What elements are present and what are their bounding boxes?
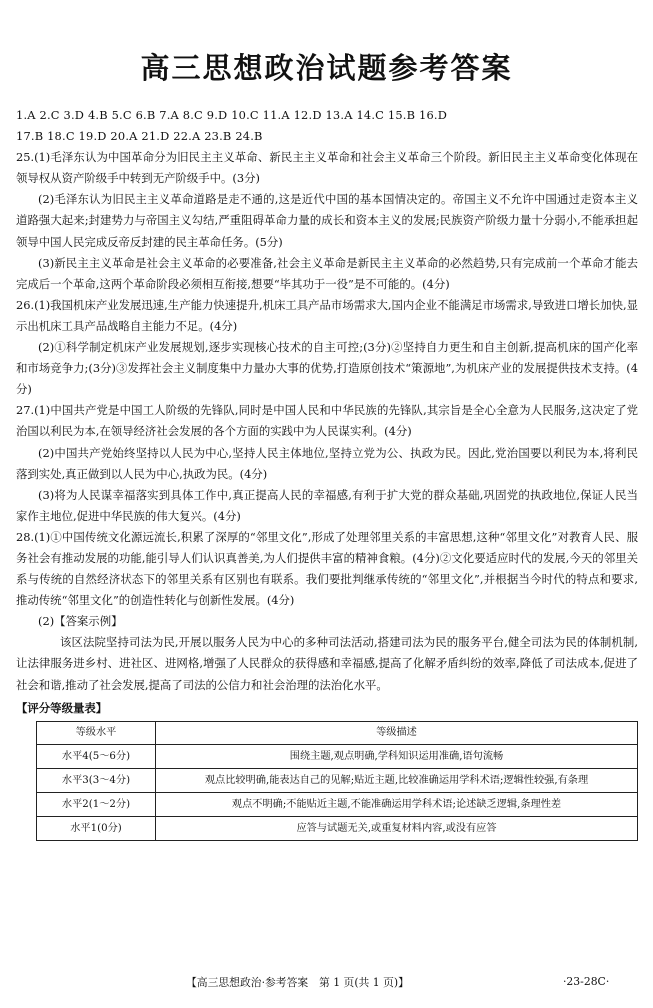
page-title: 高三思想政治试题参考答案	[140, 51, 513, 85]
q25-part1: 25.(1)毛泽东认为中国革命分为旧民主主义革命、新民主主义革命和社会主义革命三个阶段。新旧民主主义革命变化体现在领导权从资产阶级手中转到无产阶级手中。(3分)	[16, 150, 638, 186]
q28-part2-label: (2)【答案示例】	[38, 614, 123, 629]
level-cell: 水平1(0分)	[37, 816, 156, 840]
choice-answers-line-2: 17.B 18.C 19.D 20.A 21.D 22.A 23.B 24.B	[16, 129, 263, 144]
q25-part3: (3)新民主主义革命是社会主义革命的必要准备,社会主义革命是新民主主义革命的必然趋势,只有完成前一个革命才能去完成后一个革命,这两个革命阶段必须相互衔接,想要“毕其功于一役”是不可能的。(4分)	[16, 255, 638, 291]
question-26	[16, 295, 638, 400]
description-cell: 应答与试题无关,或重复材料内容,或没有应答	[156, 816, 638, 840]
q25-part2: (2)毛泽东认为旧民主主义革命道路是走不通的,这是近代中国的基本国情决定的。帝国主义不允许中国通过走资本主义道路强大起来;封建势力与帝国主义勾结,严重阻碍革命力量的成长和资本主义的发展;民族资产阶级力量十分弱小,不能承担起领导中国人民完成反帝反封建的民主革命任务。(5分)	[16, 192, 638, 249]
q27-part3: (3)将为人民谋幸福落实到具体工作中,真正提高人民的幸福感,有利于扩大党的群众基础,巩固党的执政地位,保证人民当家作主地位,促进中华民族的伟大复兴。(4分)	[16, 487, 638, 523]
description-cell: 观点比较明确,能表达自己的见解;贴近主题,比较准确运用学科术语;逻辑性较强,有条理	[156, 768, 638, 792]
table-row	[37, 744, 638, 768]
grading-table-caption: 【评分等级量表】	[16, 700, 108, 715]
answer-content	[16, 105, 638, 841]
table-row	[37, 768, 638, 792]
question-25	[16, 147, 638, 295]
table-header-level: 等级水平	[37, 721, 156, 744]
level-cell: 水平4(5～6分)	[37, 744, 156, 768]
q27-part2: (2)中国共产党始终坚持以人民为中心,坚持人民主体地位,坚持立党为公、执政为民。因此,党治国要以利民为本,将利民落到实处,真正做到以人民为中心,执政为民。(4分)	[16, 445, 638, 481]
q26-part1: 26.(1)我国机床产业发展迅速,生产能力快速提升,机床工具产品市场需求大,国内企业不能满足市场需求,导致进口增长加快,显示出机床工具产品战略自主能力不足。(4分)	[16, 297, 638, 333]
grading-table	[36, 721, 638, 841]
grading-table-header-row	[37, 721, 638, 744]
q28-part2-body: 该区法院坚持司法为民,开展以服务人民为中心的多种司法活动,搭建司法为民的服务平台,健全司法为民的体制机制,让法律服务进乡村、进社区、进网格,增强了人民群众的获得感和幸福感,提高了化解矛盾纠纷的效率,降低了司法成本,促进了社会和谐,推动了社会发展,提高了司法的公信力和社会治理的法治化水平。	[16, 635, 638, 692]
choice-answers-line-1: 1.A 2.C 3.D 4.B 5.C 6.B 7.A 8.C 9.D 10.C 11.A 12.D 13.A 14.C 15.B 16.D	[16, 108, 448, 122]
level-cell: 水平3(3～4分)	[37, 768, 156, 792]
question-27	[16, 400, 638, 527]
footer-page-info: 【高三思想政治·参考答案 第 1 页(共 1 页)】	[186, 976, 409, 989]
table-header-description: 等级描述	[156, 721, 638, 744]
q26-part2: (2)①科学制定机床产业发展规划,逐步实现核心技术的自主可控;(3分)②坚持自力更生和自主创新,提高机床的国产化率和市场竞争力;(3分)③发挥社会主义制度集中力量办大事的优势,打造原创技术“策源地”,为机床产业的发展提供技术支持。(4分)	[16, 340, 638, 397]
level-cell: 水平2(1～2分)	[37, 792, 156, 816]
question-28	[16, 527, 638, 696]
description-cell: 观点不明确;不能贴近主题,不能准确运用学科术语;论述缺乏逻辑,条理性差	[156, 792, 638, 816]
table-row	[37, 792, 638, 816]
q27-part1: 27.(1)中国共产党是中国工人阶级的先锋队,同时是中国人民和中华民族的先锋队,其宗旨是全心全意为人民服务,这决定了党治国以利民为本,在领导经济社会发展的各个方面的实践中为人民谋实利。(4分)	[16, 403, 638, 439]
q28-part1: 28.(1)①中国传统文化源远流长,积累了深厚的“邻里文化”,形成了处理邻里关系的丰富思想,这种“邻里文化”对教育人民、服务社会有推动发展的功能,能引导人们认识真善美,为人们提供丰富的精神食粮。(4分)②文化要适应时代的发展,今天的邻里关系与传统的自然经济状态下的邻里关系有区别也有联系。我们要批判继承传统的“邻里文化”,并根据当今时代的特点和要求,推动传统“邻里文化”的创造性转化与创新性发展。(4分)	[16, 529, 638, 608]
description-cell: 围绕主题,观点明确,学科知识运用准确,语句流畅	[156, 744, 638, 768]
table-row	[37, 816, 638, 840]
footer-exam-code: ·23-28C·	[563, 975, 610, 988]
